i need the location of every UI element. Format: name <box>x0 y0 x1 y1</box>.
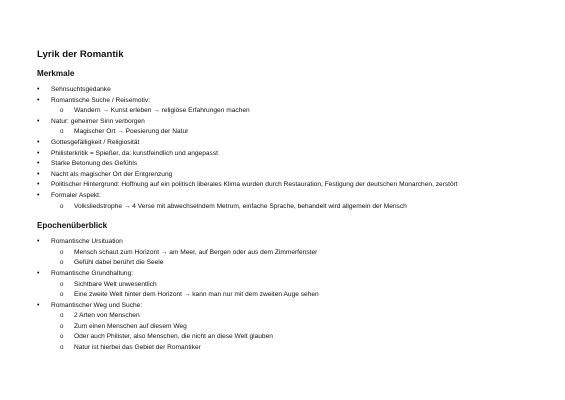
sub-list <box>37 202 545 213</box>
sub-list <box>37 280 545 301</box>
sub-list-item <box>37 322 545 333</box>
sub-list <box>37 248 545 269</box>
bullet-icon: • <box>37 170 40 178</box>
sub-list-item <box>37 311 545 322</box>
epochenueberblick-list <box>37 237 545 354</box>
list-item-text: Natur: geheimer Sinn verborgen <box>51 117 145 125</box>
sub-list-item-text: Zum einen Menschen auf diesem Weg <box>74 322 187 330</box>
sub-list-item <box>37 258 545 269</box>
sub-list-item-text: Sichtbare Welt unwesentlich <box>74 280 157 288</box>
list-item <box>37 191 545 202</box>
list-item <box>37 96 545 107</box>
sub-list-item-text: 2 Arten von Menschen <box>74 312 140 320</box>
list-item-text: Formaler Aspekt: <box>51 191 101 199</box>
sub-bullet-icon: o <box>60 291 64 299</box>
list-item-text: Nacht als magischer Ort der Entgrenzung <box>51 170 173 178</box>
document-title: Lyrik der Romantik <box>37 49 124 60</box>
sub-list-item <box>37 290 545 301</box>
bullet-icon: • <box>37 138 40 146</box>
sub-list <box>37 311 545 353</box>
bullet-icon: • <box>37 149 40 157</box>
list-item <box>37 138 545 149</box>
list-item-text: Politischer Hintergrund: Hoffnung auf ein politisch liberales Klima wurden durch Restauration, Festigung der deutschen Monarchen, zerstört <box>51 181 458 189</box>
bullet-icon: • <box>37 160 40 168</box>
merkmale-list <box>37 85 545 212</box>
list-item <box>37 149 545 160</box>
bullet-icon: • <box>37 117 40 125</box>
sub-bullet-icon: o <box>60 128 64 136</box>
section-heading-epochenueberblick: Epochenüberblick <box>37 221 108 231</box>
sub-list-item-text: Magischer Ort → Poesierung der Natur <box>74 128 189 136</box>
sub-bullet-icon: o <box>60 280 64 288</box>
bullet-icon: • <box>37 96 40 104</box>
list-item <box>37 170 545 181</box>
sub-list-item <box>37 280 545 291</box>
list-item-text: Starke Betonung des Gefühls <box>51 160 138 168</box>
bullet-icon: • <box>37 181 40 189</box>
sub-bullet-icon: o <box>60 259 64 267</box>
list-item-text: Romantischer Weg und Suche: <box>51 301 143 309</box>
section-heading-merkmale: Merkmale <box>37 69 75 78</box>
sub-list-item-text: Eine zweite Welt hinter dem Horizont → kann man nur mit dem zweiten Auge sehen <box>74 291 319 299</box>
list-item <box>37 237 545 248</box>
sub-list-item <box>37 106 545 117</box>
sub-list <box>37 127 545 138</box>
sub-list-item <box>37 248 545 259</box>
sub-list-item-text: Mensch schaut zum Horizont → am Meer, auf Bergen oder aus dem Zimmerfenster <box>74 248 318 256</box>
list-item <box>37 301 545 312</box>
bullet-icon: • <box>37 269 40 277</box>
list-item <box>37 180 545 191</box>
list-item <box>37 117 545 128</box>
sub-list-item-text: Gefühl dabei berührt die Seele <box>74 259 164 267</box>
sub-list-item <box>37 202 545 213</box>
list-item-text: Sehnsuchtsgedanke <box>51 86 111 93</box>
list-item-text: Romantische Ursituation <box>51 238 123 246</box>
list-item-text: Philisterkritik = Spießer, da: kunstfeindlich und angepasst <box>51 149 218 157</box>
sub-bullet-icon: o <box>60 202 64 210</box>
bullet-icon: • <box>37 301 40 309</box>
list-item <box>37 269 545 280</box>
bullet-icon: • <box>37 86 40 93</box>
list-item-text: Romantische Suche / Reisemotiv: <box>51 96 150 104</box>
sub-list-item <box>37 127 545 138</box>
sub-list <box>37 106 545 117</box>
sub-bullet-icon: o <box>60 248 64 256</box>
sub-bullet-icon: o <box>60 322 64 330</box>
sub-list-item-text: Volksliedstrophe → 4 Verse mit abwechselndem Metrum, einfache Sprache, behandelt wird allgemein der Mensch <box>74 202 407 210</box>
sub-bullet-icon: o <box>60 312 64 320</box>
sub-list-item-text: Wandern → Kunst erleben → religiöse Erfahrungen machen <box>74 107 250 115</box>
sub-list-item-text: Natur ist hierbei das Gebiet der Romantiker <box>74 344 201 352</box>
sub-list-item <box>37 332 545 343</box>
sub-bullet-icon: o <box>60 107 64 115</box>
bullet-icon: • <box>37 238 40 246</box>
sub-list-item <box>37 343 545 354</box>
list-item <box>37 159 545 170</box>
sub-bullet-icon: o <box>60 333 64 341</box>
sub-bullet-icon: o <box>60 344 64 352</box>
bullet-icon: • <box>37 191 40 199</box>
sub-list-item-text: Oder auch Philister, also Menschen, die nicht an diese Welt glauben <box>74 333 273 341</box>
list-item-text: Gottesgefälligkeit / Religiosität <box>51 138 140 146</box>
list-item <box>37 85 545 96</box>
list-item-text: Romantische Grundhaltung: <box>51 269 134 277</box>
